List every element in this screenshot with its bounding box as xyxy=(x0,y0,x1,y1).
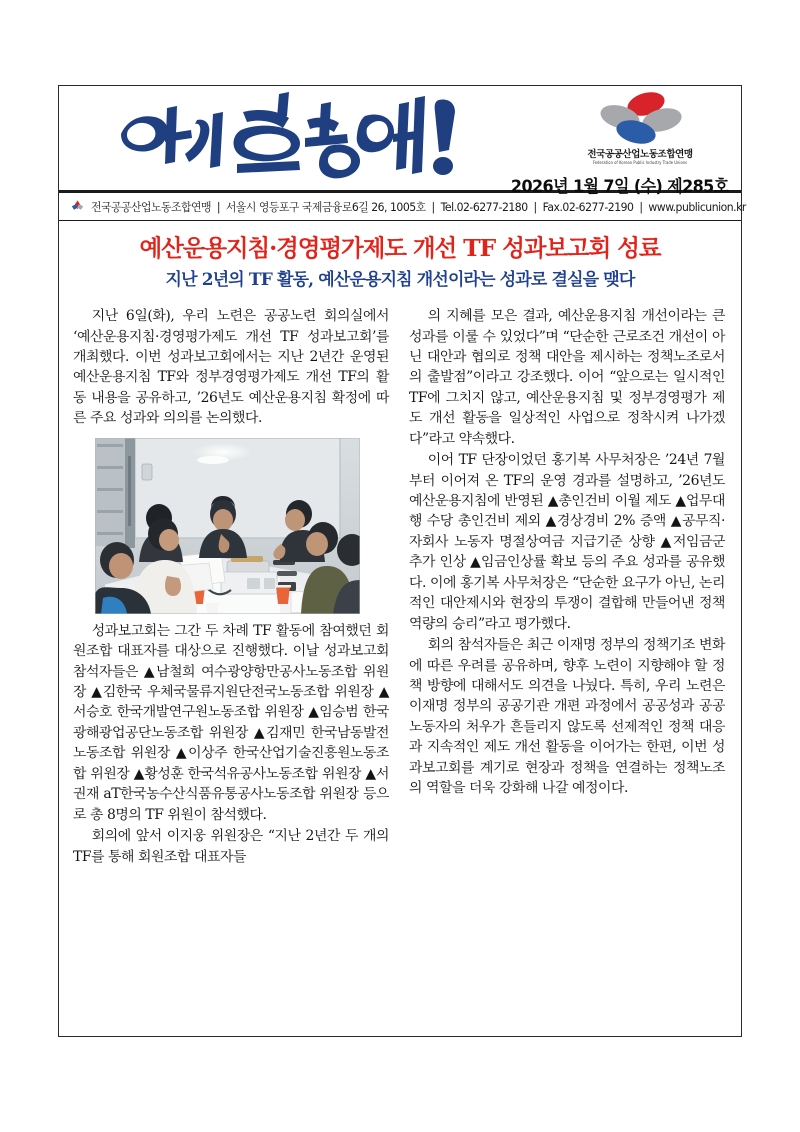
right-column xyxy=(409,306,725,867)
right-paragraph-2: 이어 TF 단장이었던 홍기복 사무처장은 ’24년 7월부터 이어져 온 TF의 운영 경과를 설명하고, ’26년도 예산운용지침에 반영된 ▲총인건비 이월 제도 ▲업무대행 수당 총인건비 제외 ▲경상경비 2% 증액 ▲공무직·자회사 노동자 명절상여금 지급기준 상향 ▲저임금군 추가 인상 ▲임금인상률 확보 등의 주요 성과를 공유했다. 이에 홍기복 사무처장은 “단순한 요구가 아닌, 논리적인 대안제시와 현장의 투쟁이 결합해 만들어낸 정책역량의 승리”라고 평가했다. xyxy=(409,452,725,632)
article-headline: 예산운용지침·경영평가제도 개선 TF 성과보고회 성료 xyxy=(139,234,661,262)
contact-fax: Fax.02-6277-2190 xyxy=(542,200,634,214)
contact-separator-1: | xyxy=(216,200,221,214)
contact-separator-3: | xyxy=(533,200,537,214)
contact-separator-4: | xyxy=(639,200,643,214)
logo-name-korean: 전국공공산업노동조합연맹 xyxy=(587,149,693,160)
brush-calligraphy-title xyxy=(93,90,493,186)
contact-bar xyxy=(59,193,746,221)
article-subheadline: 지난 2년의 TF 활동, 예산운용지침 개선이라는 성과로 결실을 맺다 xyxy=(165,269,635,290)
right-paragraph-3: 회의 참석자들은 최근 이재명 정부의 정책기조 변화에 따른 우려를 공유하며, 향후 노련이 지향해야 할 정책 방향에 대해서도 의견을 나눴다. 특히, 우리 노련은 이재명 정부의 공공기관 개편 과정에서 공공성과 공공노동자의 처우가 흔들리지 않도록 선제적인 정책 대응과 지속적인 제도 개선 활동을 이어가는 한편, 이번 성과보고회를 계기로 현장과 정책을 연결하는 정책노조의 역할을 더욱 강화해 나갈 예정이다. xyxy=(409,637,725,797)
article-body xyxy=(59,296,741,867)
contact-tel: Tel.02-6277-2180 xyxy=(440,200,528,214)
issue-date-number: 2026년 1월 7일 (수) 제285호 xyxy=(511,177,729,197)
meeting-photo xyxy=(95,438,360,614)
masthead xyxy=(59,86,741,197)
logo-name-english: Federation of Korean Public Industry Trade Unions xyxy=(592,160,688,166)
left-paragraph-3: 회의에 앞서 이지웅 위원장은 “지난 2년간 두 개의 TF를 통해 회원조합 대표자들 xyxy=(73,828,389,865)
diamond-bullet-icon xyxy=(71,200,84,213)
contact-separator-2: | xyxy=(431,200,435,214)
right-paragraph-1: 의 지혜를 모은 결과, 예산운용지침 개선이라는 큰 성과를 이룰 수 있었다”며 “단순한 근로조건 개선이 아닌 대안과 협의로 정책 대안을 제시하는 정책노조로서의 출발점”이라고 강조했다. 이어 “앞으로는 일시적인 TF에 그치지 않고, 예산운용지침 및 정부경영평가 제도 개선 활동을 일상적인 사업으로 정착시켜 나가겠다”라고 약속했다. xyxy=(409,308,725,447)
contact-org: 전국공공산업노동조합연맹 xyxy=(91,200,211,214)
headline-zone xyxy=(59,221,741,296)
contact-website[interactable]: www.publicunion.kr xyxy=(648,200,746,214)
logo-petals-icon xyxy=(594,90,686,148)
contact-address: 서울시 영등포구 국제금융로6길 26, 1005호 xyxy=(225,200,426,214)
left-paragraph-2: 성과보고회는 그간 두 차례 TF 활동에 참여했던 회원조합 대표자를 대상으로 진행했다. 이날 성과보고회 참석자들은 ▲남철희 여수광양항만공사노동조합 위원장 ▲김한국 우체국물류지원단전국노동조합 위원장 ▲서승호 한국개발연구원노동조합 위원장 ▲임승범 한국광해광업공단노동조합 위원장 ▲김재민 한국남동발전노동조합 위원장 ▲이상주 한국산업기술진흥원노동조합 위원장 ▲황성훈 한국석유공사노동조합 위원장 ▲서권재 aT한국농수산식품유통공사노동조합 위원장 등으로 총 8명의 TF 위원이 참석했다. xyxy=(73,622,389,823)
organization-logo xyxy=(551,90,729,166)
left-column xyxy=(73,306,389,867)
left-paragraph-1: 지난 6일(화), 우리 노련은 공공노련 회의실에서 ‘예산운용지침·경영평가제도 개선 TF 성과보고회’를 개최했다. 이번 성과보고회에서는 지난 2년간 운영된 예산운용지침 TF와 정부경영평가제도 개선 TF의 활동 내용을 공유하고, ’26년도 예산운용지침 확정에 따른 주요 성과와 의의를 논의했다. xyxy=(73,308,389,427)
contact-info-text xyxy=(91,199,746,215)
newsletter-page xyxy=(58,85,746,1037)
